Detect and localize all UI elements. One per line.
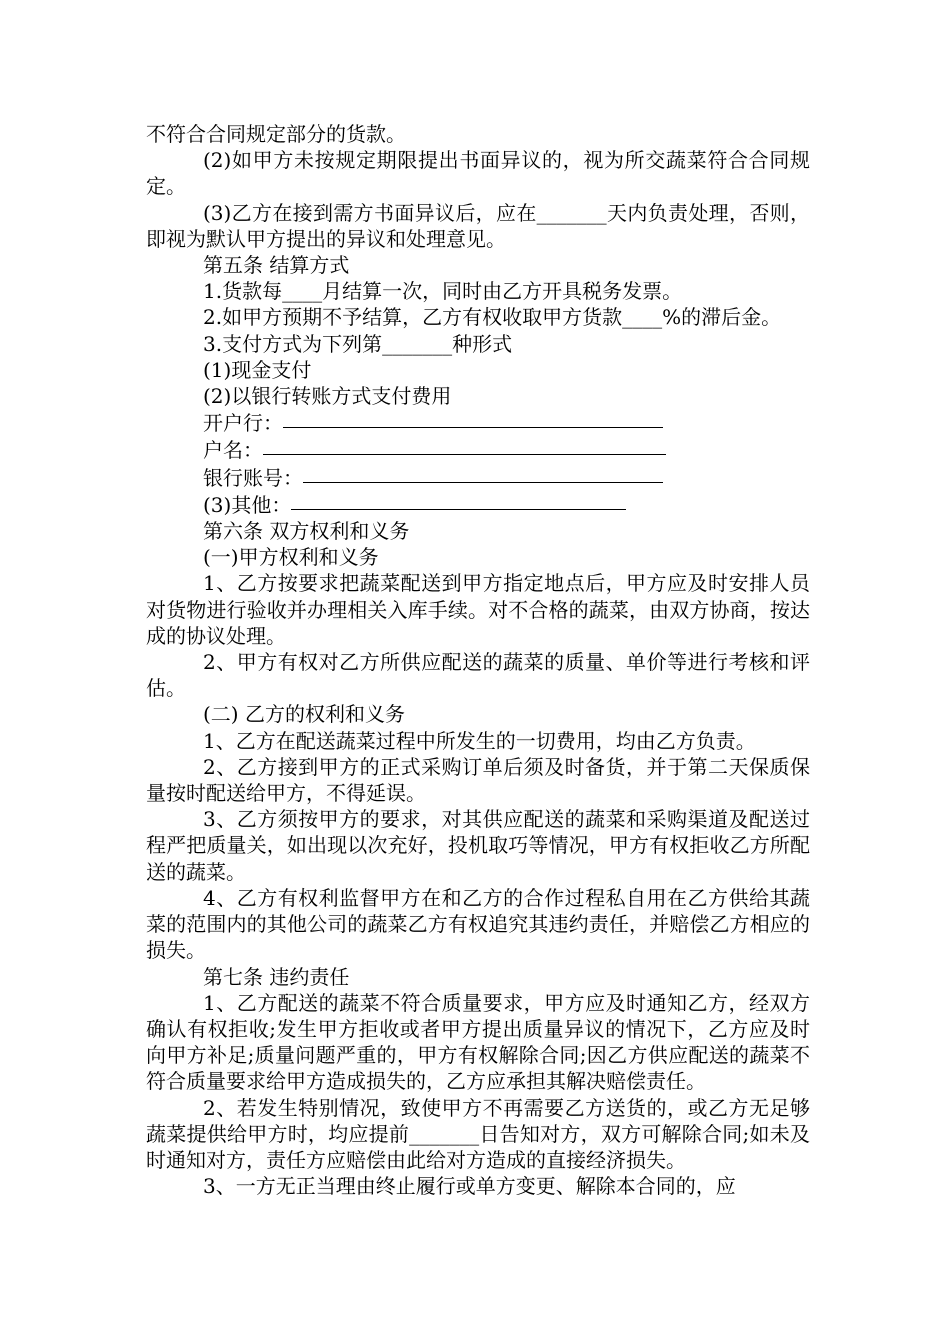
paragraph: 2、甲方有权对乙方所供应配送的蔬菜的质量、单价等进行考核和评估。 — [146, 650, 810, 701]
paragraph: 1、乙方在配送蔬菜过程中所发生的一切费用，均由乙方负责。 — [203, 728, 756, 753]
paragraph: 不符合合同规定部分的货款。 — [146, 122, 406, 146]
paragraph: (1)现金支付 — [203, 357, 312, 382]
paragraph: 3.支付方式为下列第_______种形式 — [203, 331, 513, 356]
paragraph: 2、乙方接到甲方的正式采购订单后须及时备货，并于第二天保质保量按时配送给甲方，不得延误。 — [146, 754, 810, 806]
paragraph: 3、一方无正当理由终止履行或单方变更、解除本合同的，应 — [203, 1174, 736, 1199]
account-name-field-row — [146, 436, 810, 463]
account-name-label: 户名： — [203, 438, 263, 463]
bank-label: 开户行： — [203, 411, 283, 436]
section-heading: 第六条 双方权利和义务 — [203, 519, 410, 544]
contract-text — [146, 121, 810, 1199]
paragraph: 2.如甲方预期不予结算，乙方有权收取甲方货款____%的滞后金。 — [203, 305, 782, 330]
paragraph: 4、乙方有权利监督甲方在和乙方的合作过程私自用在乙方供给其蔬菜的范围内的其他公司的蔬菜乙方有权追究其违约责任，并赔偿乙方相应的损失。 — [146, 885, 810, 963]
bank-field-row — [146, 409, 810, 436]
account-number-field-row — [146, 464, 810, 491]
subsection-heading: (二) 乙方的权利和义务 — [203, 702, 405, 727]
other-blank-line — [291, 489, 626, 510]
paragraph: 3、乙方须按甲方的要求，对其供应配送的蔬菜和采购渠道及配送过程严把质量关，如出现以次充好，投机取巧等情况，甲方有权拒收乙方所配送的蔬菜。 — [146, 807, 810, 884]
paragraph: (3)乙方在接到需方书面异议后，应在_______天内负责处理，否则，即视为默认甲方提出的异议和处理意见。 — [146, 200, 810, 251]
account-number-blank-line — [303, 462, 663, 483]
account-number-label: 银行账号： — [203, 465, 303, 490]
other-field-row — [146, 491, 810, 518]
bank-blank-line — [283, 407, 663, 428]
account-name-blank-line — [263, 434, 666, 455]
section-heading: 第五条 结算方式 — [203, 253, 350, 278]
paragraph: 1、乙方配送的蔬菜不符合质量要求，甲方应及时通知乙方，经双方确认有权拒收;发生甲方拒收或者甲方提出质量异议的情况下，乙方应及时向甲方补足;质量问题严重的，甲方有权解除合同;因乙方供应配送的蔬菜不符合质量要求给甲方造成损失的，乙方应承担其解决赔偿责任。 — [146, 990, 810, 1094]
paragraph: 1、乙方按要求把蔬菜配送到甲方指定地点后，甲方应及时安排人员对货物进行验收并办理相关入库手续。对不合格的蔬菜，由双方协商，按达成的协议处理。 — [146, 571, 810, 648]
subsection-heading: (一)甲方权利和义务 — [203, 545, 379, 570]
paragraph: 1.货款每____月结算一次，同时由乙方开具税务发票。 — [203, 279, 683, 304]
section-heading: 第七条 违约责任 — [203, 964, 350, 989]
other-label: (3)其他： — [203, 492, 292, 517]
paragraph: (2)以银行转账方式支付费用 — [203, 384, 452, 409]
paragraph: 2、若发生特别情况，致使甲方不再需要乙方送货的，或乙方无足够蔬菜提供给甲方时，均应提前_______日告知对方，双方可解除合同;如未及时通知对方，责任方应赔偿由此给对方造成的直接经济损失。 — [146, 1095, 810, 1172]
paragraph: (2)如甲方未按规定期限提出书面异议的，视为所交蔬菜符合合同规定。 — [146, 148, 810, 199]
